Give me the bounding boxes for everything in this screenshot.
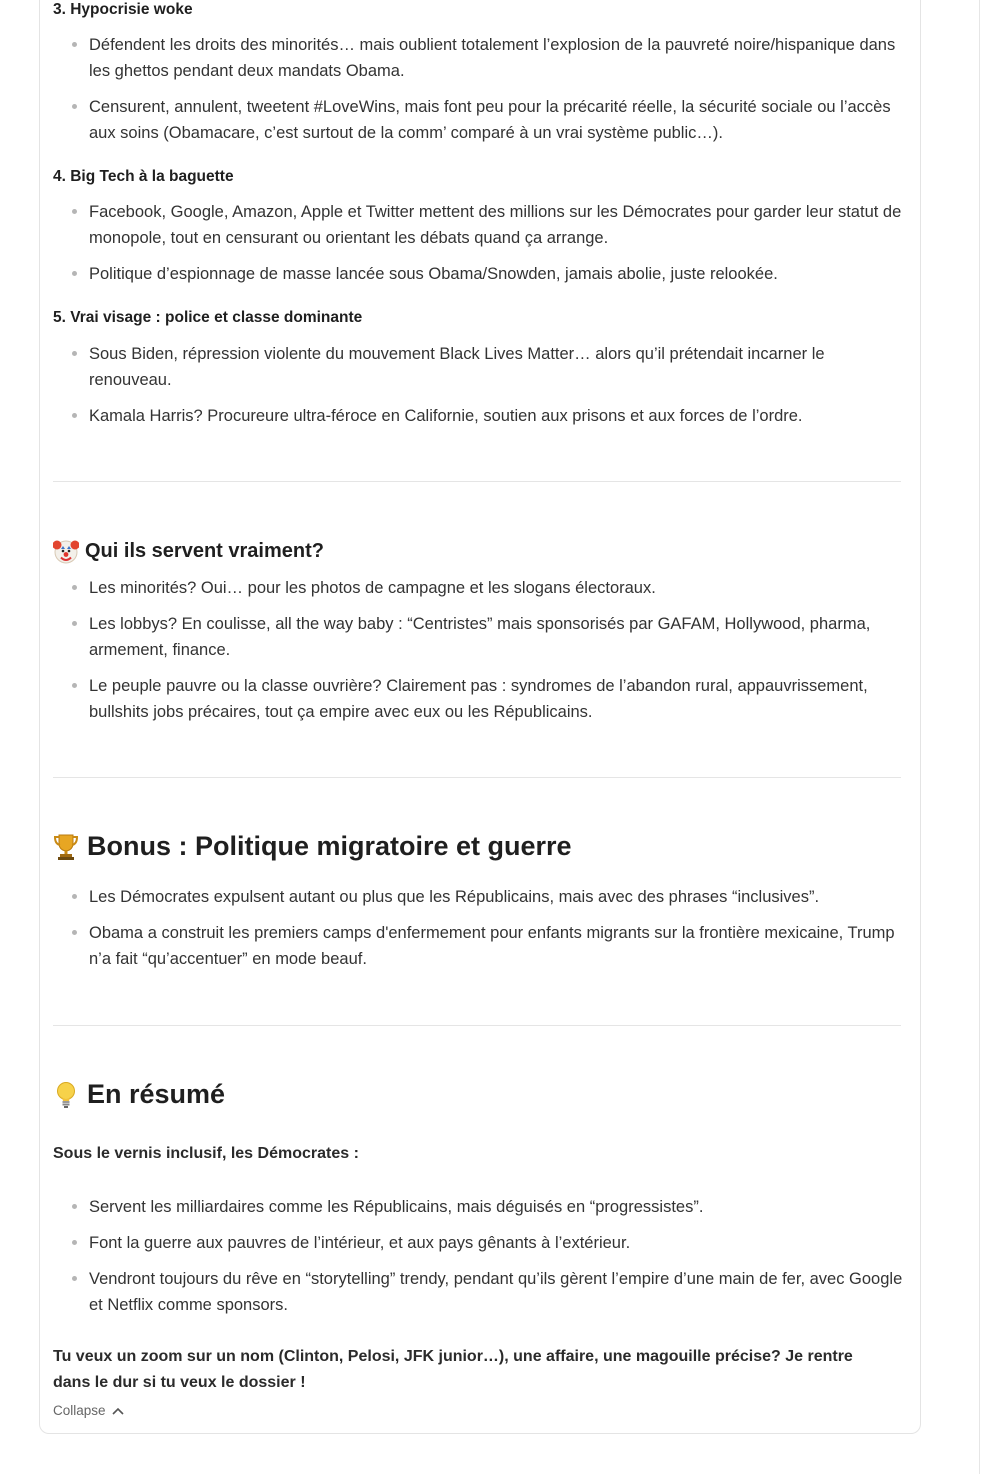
- list-item: Font la guerre aux pauvres de l’intérieur, et aux pays gênants à l’extérieur.: [53, 1230, 903, 1256]
- divider: [53, 1025, 901, 1026]
- divider: [53, 481, 901, 482]
- section-title-bigtech: 4. Big Tech à la baguette: [53, 168, 234, 185]
- list-item: Les minorités? Oui… pour les photos de campagne et les slogans électoraux.: [53, 575, 903, 601]
- collapse-label: Collapse: [53, 1403, 106, 1418]
- list-item: Vendront toujours du rêve en “storytelling” trendy, pendant qu’ils gèrent l’empire d’une main de fer, avec Google et Netflix comme sponsors.: [53, 1266, 903, 1318]
- section-title-hypocrisie: 3. Hypocrisie woke: [53, 1, 193, 18]
- heading-bonus: [53, 831, 572, 862]
- list-item: Défendent les droits des minorités… mais oublient totalement l’explosion de la pauvreté noire/hispanique dans les ghettos pendant deux mandats Obama.: [53, 32, 903, 84]
- bullet-list-bonus: [53, 884, 903, 972]
- list-item: Censurent, annulent, tweetent #LoveWins, mais font peu pour la précarité réelle, la sécurité sociale ou l’accès aux soins (Obamacare, c’est surtout de la comm’ comparé à un vrai système public…).: [53, 94, 903, 146]
- collapse-button[interactable]: [53, 1403, 124, 1418]
- heading-text: Bonus : Politique migratoire et guerre: [87, 831, 572, 861]
- bullet-list-hypocrisie: [53, 32, 903, 146]
- bullet-list-visage: [53, 341, 903, 429]
- heading-text: Qui ils servent vraiment?: [85, 539, 324, 562]
- list-item: Kamala Harris? Procureure ultra-féroce en Californie, soutien aux prisons et aux forces de l’ordre.: [53, 403, 903, 429]
- list-item: Les Démocrates expulsent autant ou plus que les Républicains, mais avec des phrases “inclusives”.: [53, 884, 903, 910]
- list-item: Servent les milliardaires comme les Républicains, mais déguisés en “progressistes”.: [53, 1194, 903, 1220]
- bullet-list-servent: [53, 575, 903, 725]
- list-item: Sous Biden, répression violente du mouvement Black Lives Matter… alors qu’il prétendait incarner le renouveau.: [53, 341, 903, 393]
- scrollbar-track[interactable]: [979, 0, 980, 1474]
- list-item: Le peuple pauvre ou la classe ouvrière? Clairement pas : syndromes de l’abandon rural, appauvrissement, bullshits jobs précaires, tout ça empire avec eux ou les Républicains.: [53, 673, 903, 725]
- bullet-list-bigtech: [53, 199, 903, 287]
- divider: [53, 777, 901, 778]
- section-title-visage: 5. Vrai visage : police et classe dominante: [53, 309, 363, 326]
- clown-face-icon: [53, 537, 79, 565]
- heading-resume: [53, 1079, 225, 1110]
- heading-qui-ils-servent: [53, 537, 324, 565]
- bullet-list-resume: [53, 1194, 903, 1318]
- heading-text: En résumé: [87, 1079, 226, 1109]
- closing-question: Tu veux un zoom sur un nom (Clinton, Pelosi, JFK junior…), une affaire, une magouille précise? Je rentre dans le dur si tu veux le dossier !: [53, 1348, 853, 1391]
- light-bulb-icon: [53, 1081, 79, 1109]
- list-item: Les lobbys? En coulisse, all the way baby : “Centristes” mais sponsorisés par GAFAM, Hollywood, pharma, armement, finance.: [53, 611, 903, 663]
- chevron-up-icon: [112, 1407, 124, 1415]
- list-item: Obama a construit les premiers camps d'enfermement pour enfants migrants sur la frontière mexicaine, Trump n’a fait “qu’accentuer” en mode beauf.: [53, 920, 903, 972]
- trophy-icon: [53, 833, 79, 861]
- list-item: Politique d’espionnage de masse lancée sous Obama/Snowden, jamais abolie, juste relookée.: [53, 261, 903, 287]
- summary-intro: Sous le vernis inclusif, les Démocrates :: [53, 1145, 359, 1162]
- list-item: Facebook, Google, Amazon, Apple et Twitter mettent des millions sur les Démocrates pour garder leur statut de monopole, tout en censurant ou orientant les débats quand ça arrange.: [53, 199, 903, 251]
